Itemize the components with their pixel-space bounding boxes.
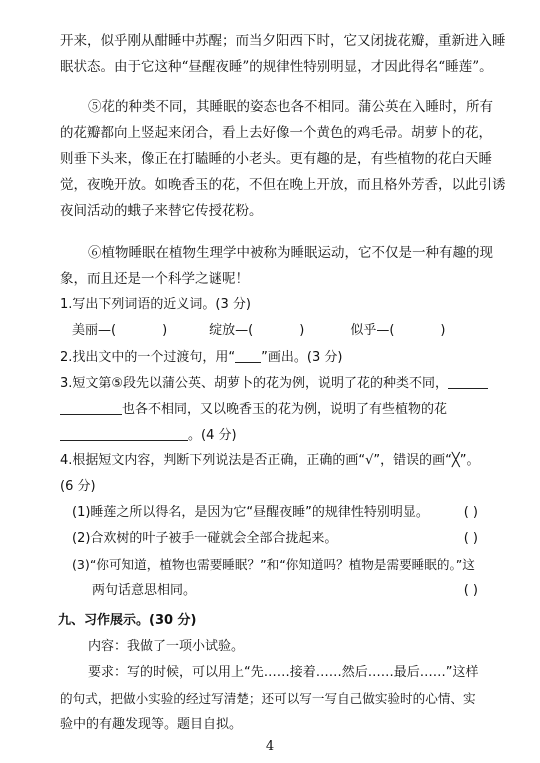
question-2: 2.找出文中的一个过渡句，用“ ”画出。(3 分) (60, 350, 343, 365)
judge-paren-1[interactable]: ( ) (463, 505, 478, 520)
passage-line: 觉，夜晚开放。如晚香玉的花，不但在晚上开放，而且格外芳香，以此引诱 (60, 177, 506, 193)
statement-2: (2)合欢树的叶子被手一碰就会全部合拢起来。 ( ) (72, 531, 478, 546)
question-4-score: (6 分) (60, 479, 96, 494)
question-1-items (72, 322, 492, 340)
section-heading: 九、习作展示。(30 分) (58, 613, 197, 628)
passage-line: 开来，似乎刚从酣睡中苏醒；而当夕阳西下时，它又闭拢花瓣，重新进入睡 (60, 33, 506, 49)
synonym-item-3: 似乎—( (350, 323, 395, 338)
writing-requirements-line-3: 验中的有趣发现等。题目自拟。 (60, 717, 243, 732)
passage-line: 象，而且还是一个科学之谜呢！ (60, 271, 249, 287)
writing-content: 内容：我做了一项小试验。 (88, 639, 245, 654)
answer-blank-2[interactable] (60, 400, 122, 415)
passage-line: 夜间活动的蛾子来替它传授花粉。 (60, 203, 263, 219)
question-3-line-3: 。(4 分) (60, 426, 480, 445)
answer-paren-3[interactable]: ) (440, 323, 446, 338)
judge-paren-3[interactable]: ( ) (463, 583, 478, 598)
question-1-title: 1.写出下列词语的近义词。(3 分) (60, 297, 251, 312)
passage-line: 的花瓣都向上竖起来闭合，看上去好像一个黄色的鸡毛帚。胡萝卜的花， (60, 125, 492, 141)
passage-line: 则垂下头来，像正在打瞌睡的小老头。更有趣的是，有些植物的花白天睡 (60, 151, 492, 167)
passage-paragraph-6: ⑥植物睡眠在植物生理学中被称为睡眠运动，它不仅是一种有趣的现 (88, 245, 493, 261)
answer-paren-2[interactable]: ) (299, 323, 305, 338)
answer-blank-1[interactable] (448, 374, 488, 389)
question-3-line-2: 也各不相同，又以晚香玉的花为例，说明了有些植物的花 (60, 400, 480, 419)
page-number: 4 (265, 739, 275, 754)
synonym-item-1: 美丽—( (72, 323, 117, 338)
question-3: 3.短文第⑤段先以蒲公英、胡萝卜的花为例，说明了花的种类不同， (60, 374, 480, 393)
statement-3: (3)“你可知道，植物也需要睡眠？”和“你知道吗？植物是需要睡眠的。”这 (72, 557, 475, 572)
judge-paren-2[interactable]: ( ) (463, 531, 478, 546)
passage-line: 眠状态。由于它这种“昼醒夜睡”的规律性特别明显，才因此得名“睡莲”。 (60, 59, 493, 75)
answer-paren-1[interactable]: ) (162, 323, 168, 338)
synonym-item-2: 绽放—( (209, 323, 254, 338)
question-4-title: 4.根据短文内容，判断下列说法是否正确，正确的画“√”，错误的画“╳”。 (60, 453, 480, 468)
writing-requirements-line-2: 的句式，把做小实验的经过写清楚；还可以写一写自己做实验时的心情、实 (60, 691, 476, 706)
writing-requirements: 要求：写的时候，可以用上“先……接着……然后……最后……”这样 (88, 665, 479, 680)
statement-1: (1)睡莲之所以得名，是因为它“昼醒夜睡”的规律性特别明显。 ( ) (72, 505, 478, 520)
underline-sample (235, 348, 261, 363)
statement-3-line-2: 两句话意思相同。 ( ) (92, 583, 478, 598)
answer-blank-3[interactable] (60, 426, 188, 441)
passage-paragraph-5: ⑤花的种类不同，其睡眠的姿态也各不相同。蒲公英在入睡时，所有 (88, 99, 493, 115)
